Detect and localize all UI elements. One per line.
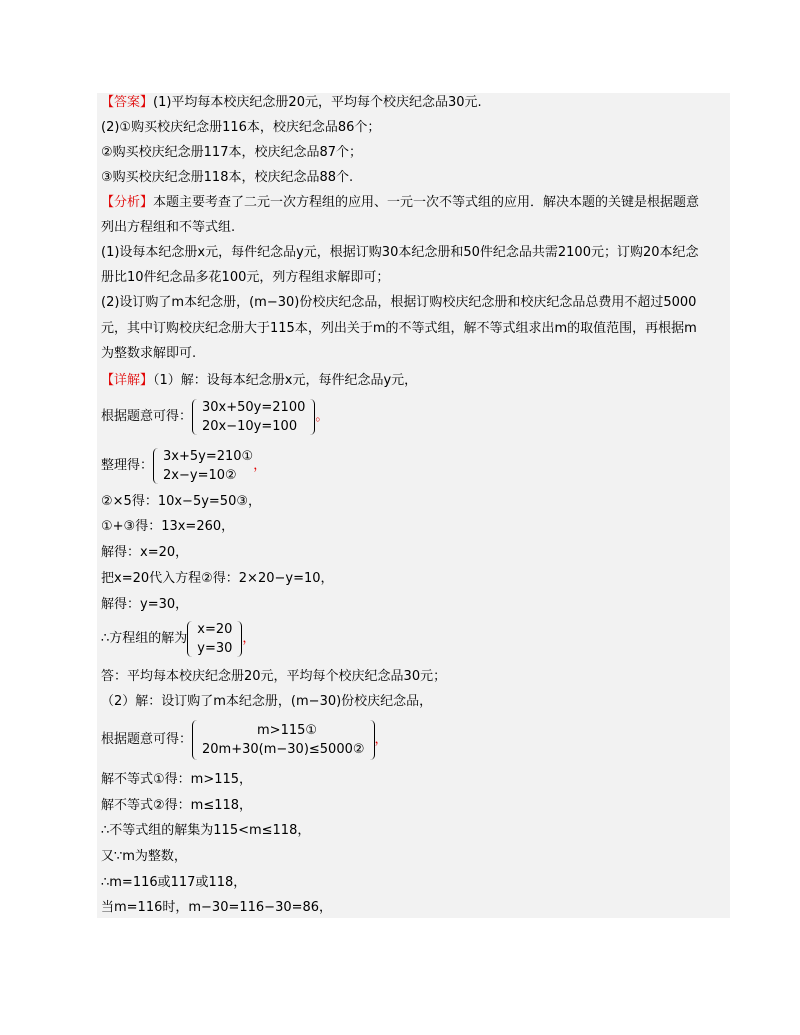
step-line-4: 把x=20代入方程②得：2×20−y=10， (101, 571, 334, 586)
equation-system-1: 根据题意可得： 30x+50y=2100 20x−10y=100 。 (101, 400, 329, 434)
inequality-system: 根据题意可得： m>115① 20m+30(m−30)≤5000② ， (101, 720, 388, 760)
analysis-line-7: 为整数求解即可. (101, 346, 197, 361)
step-line-2: ①+③得：13x=260， (101, 519, 235, 534)
analysis-line-5: (2)设订购了m本纪念册，(m−30)份校庆纪念品，根据订购校庆纪念册和校庆纪念品总费用不超过5000 (101, 295, 697, 310)
equation-system-2: 整理得： 3x+5y=210① 2x−y=10② ， (101, 449, 267, 483)
analysis-line-3: (1)设每本纪念册x元，每件纪念品y元，根据订购30本纪念册和50件纪念品共需2100元；订购20本纪念 (101, 245, 699, 260)
step-line-6: 解不等式①得：m>115， (101, 772, 253, 787)
step-line-1: ②×5得：10x−5y=50③， (101, 494, 261, 509)
analysis-line: 【分析】本题主要考查了二元一次方程组的应用、一元一次不等式组的应用．解决本题的关键是根据题意 (101, 195, 700, 210)
detail-line: 【详解】（1）解：设每本纪念册x元，每件纪念品y元， (101, 373, 418, 388)
analysis-line-4: 册比10件纪念品多花100元，列方程组求解即可； (101, 270, 390, 285)
step-line-7: 解不等式②得：m≤118， (101, 798, 253, 813)
answer-line-3: ②购买校庆纪念册117本，校庆纪念品87个； (101, 145, 363, 160)
step-line-10: ∴m=116或117或118， (101, 875, 247, 890)
step-line-11: 当m=116时，m−30=116−30=86， (101, 900, 333, 915)
step-line-9: 又∵m为整数， (101, 849, 187, 864)
part2-intro: （2）解：设订购了m本纪念册，(m−30)份校庆纪念品， (101, 694, 433, 709)
analysis-line-2: 列出方程组和不等式组. (101, 220, 236, 235)
answer-line-2: (2)①购买校庆纪念册116本，校庆纪念品86个； (101, 120, 381, 135)
step-line-3: 解得：x=20， (101, 545, 189, 560)
solution-system: ∴方程组的解为 x=20 y=30 ， (101, 622, 256, 656)
step-line-5: 解得：y=30， (101, 597, 189, 612)
answer-line-4: ③购买校庆纪念册118本，校庆纪念品88个. (101, 170, 354, 185)
answer-statement: 答：平均每本校庆纪念册20元，平均每个校庆纪念品30元； (101, 669, 447, 684)
step-line-8: ∴不等式组的解集为115<m≤118， (101, 823, 311, 838)
answer-line: 【答案】(1)平均每本校庆纪念册20元，平均每个校庆纪念品30元. (101, 95, 482, 110)
analysis-line-6: 元，其中订购校庆纪念册大于115本，列出关于m的不等式组，解不等式组求出m的取值范围，再根据m (101, 321, 697, 336)
